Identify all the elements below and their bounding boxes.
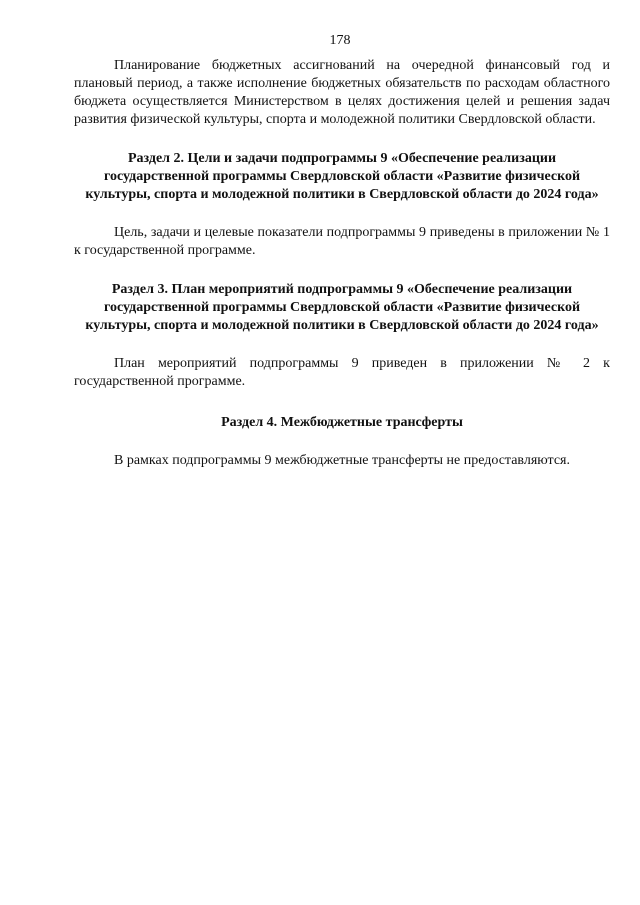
section-3-heading: Раздел 3. План мероприятий подпрограммы 9 «Обеспечение реализации государственной программы Свердловской области «Развитие физической культуры, спорта и молодежной политики в Свердловской области до 2024 года» — [85, 282, 599, 333]
section-4-heading: Раздел 4. Межбюджетные трансферты — [221, 415, 463, 430]
intro-paragraph: Планирование бюджетных ассигнований на очередной финансовый год и плановый период, а также исполнение бюджетных обязательств по расходам областного бюджета осуществляется Министерством в целях достижения целей и решения задач развития физической культуры, спорта и молодежной политики Свердловской области. — [74, 58, 610, 127]
section-2-heading: Раздел 2. Цели и задачи подпрограммы 9 «Обеспечение реализации государственной программы Свердловской области «Развитие физической культуры, спорта и молодежной политики в Свердловской области до 2024 года» — [85, 151, 599, 202]
page-number: 178 — [329, 33, 351, 48]
plan-paragraph: План мероприятий подпрограммы 9 приведен в приложении № 2 к государственной программе. — [74, 356, 610, 389]
transfers-paragraph: В рамках подпрограммы 9 межбюджетные трансферты не предоставляются. — [114, 453, 570, 468]
document-body — [74, 57, 610, 470]
goals-paragraph: Цель, задачи и целевые показатели подпрограммы 9 приведены в приложении № 1 к государственной программе. — [74, 225, 610, 258]
